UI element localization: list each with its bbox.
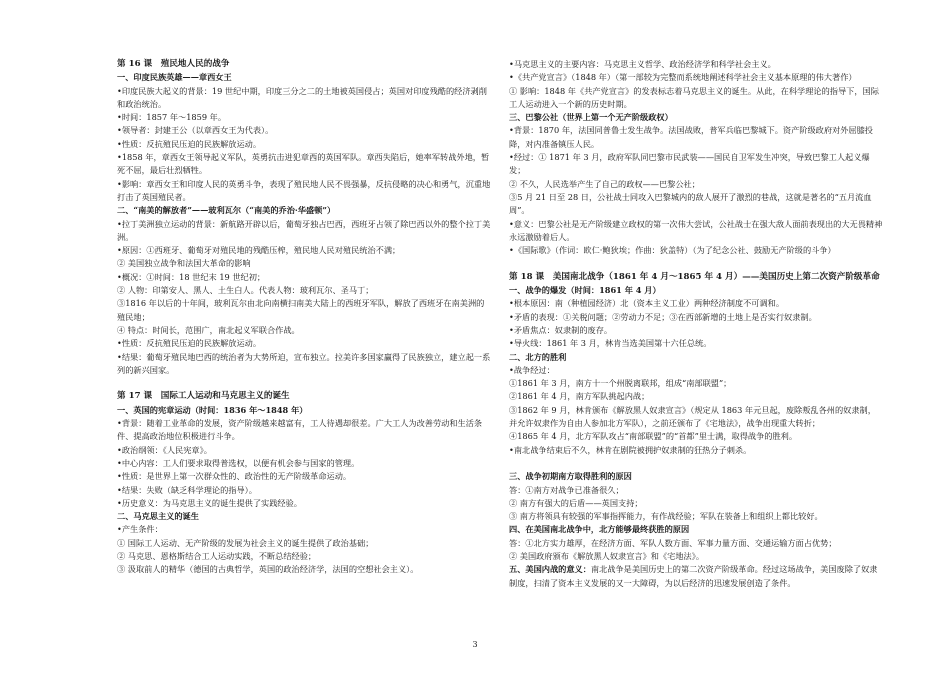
paragraph: 答：①北方实力雄厚，在经济方面、军队人数方面、军事力量方面、交通运输方面占优势； bbox=[509, 537, 837, 548]
paragraph: •原因：①西班牙、葡萄牙对殖民地的残酷压榨，殖民地人民对殖民统治不满； bbox=[117, 245, 401, 256]
paragraph: •《国际歌》（作词：欧仁·鲍狄埃；作曲：狄盖特）（为了纪念公社、鼓励无产阶级的斗争） bbox=[509, 245, 836, 256]
lesson-title: 第 17 课 国际工人运动和马克思主义的诞生 bbox=[117, 391, 290, 402]
lesson-title: 第 16 课 殖民地人民的战争 bbox=[117, 59, 230, 69]
spacer bbox=[509, 457, 884, 470]
section-heading: 二、马克思主义的诞生 bbox=[117, 511, 199, 522]
section-heading: 二、“南美的解放者”——玻利瓦尔（“南美的乔治·华盛顿”） bbox=[117, 205, 336, 216]
paragraph bbox=[509, 563, 884, 590]
paragraph: ③ 汲取前人的精华（德国的古典哲学，英国的政治经济学，法国的空想社会主义）。 bbox=[117, 564, 419, 575]
paragraph: •马克思主义的主要内容：马克思主义哲学、政治经济学和科学社会主义。 bbox=[509, 59, 776, 69]
paragraph: ② 人物：印第安人、黑人、土生白人。代表人物：玻利瓦尔、圣马丁； bbox=[117, 285, 374, 296]
section-heading: 一、战争的爆发（时间：1861 年 4 月） bbox=[509, 285, 661, 296]
paragraph: •战争经过： bbox=[509, 364, 555, 375]
paragraph: •概况：①时间：18 世纪末 19 世纪初； bbox=[117, 271, 266, 282]
paragraph: •1858 年，章西女王领导起义军队，英勇抗击进犯章西的英国军队。章西失陷后，她率军转战外地，暂死不屈，最后壮烈牺牲。 bbox=[117, 152, 490, 176]
paragraph: ②1861 年 4 月，南方军队挑起内战； bbox=[509, 391, 650, 402]
paragraph: •南北战争结束后不久，林肯在剧院被拥护奴隶制的狂热分子刺杀。 bbox=[509, 444, 752, 455]
right-column bbox=[509, 58, 884, 590]
paragraph: •《共产党宣言》（1848 年）（第一部较为完整而系统地阐述科学社会主义基本原理的伟大著作） bbox=[509, 72, 857, 83]
paragraph: •背景：随着工业革命的发展，资产阶级越来越富有，工人待遇却很差。广大工人为改善劳动和生活条件、提高政治地位积极进行斗争。 bbox=[117, 418, 483, 442]
paragraph: •根本原因：南（种植园经济）北（资本主义工业）两种经济制度不可调和。 bbox=[509, 298, 785, 309]
paragraph: •性质：反抗殖民压迫的民族解放运动。 bbox=[117, 138, 262, 149]
paragraph: ③1862 年 9 月，林肯颁布《解放黑人奴隶宣言》（规定从 1863 年元旦起，废除叛乱各州的奴隶制，并允许奴隶作为自由人参加北方军队），之前还颁布了《宅地法》，战争出现重大转折； bbox=[509, 404, 876, 429]
paragraph: •矛盾焦点：奴隶制的废存。 bbox=[509, 324, 613, 335]
paragraph: •历史意义：为马克思主义的诞生提供了实践经验。 bbox=[117, 497, 302, 508]
paragraph: •性质：是世界上第一次群众性的、政治性的无产阶级革命运动。 bbox=[117, 471, 352, 482]
paragraph: •矛盾的表现：①关税问题；②劳动力不足；③在西部新增的土地上是否实行奴隶制。 bbox=[509, 311, 817, 322]
section-heading: 一、印度民族英雄——章西女王 bbox=[117, 72, 232, 83]
paragraph: •导火线：1861 年 3 月，林肯当选美国第十六任总统。 bbox=[509, 338, 712, 349]
section-heading: 三、战争初期南方取得胜利的原因 bbox=[509, 471, 632, 482]
section-heading: 一、英国的宪章运动（时间：1836 年～1848 年） bbox=[117, 404, 308, 415]
paragraph: ④1865 年 4 月，北方军队攻占“南部联盟”的“首都”里士满，取得战争的胜利。 bbox=[509, 431, 798, 442]
paragraph: •时间：1857 年～1859 年。 bbox=[117, 112, 227, 123]
paragraph: •拉丁美洲独立运动的背景：新航路开辟以后，葡萄牙独占巴西，西班牙占领了除巴西以外的整个拉丁美洲。 bbox=[117, 218, 491, 242]
paragraph: ① 国际工人运动、无产阶级的发展为社会主义的诞生提供了政治基础； bbox=[117, 537, 374, 548]
inline-heading: 五、美国内战的意义： bbox=[509, 564, 591, 575]
paragraph: ② 美国政府颁布《解放黑人奴隶宣言》和《宅地法》。 bbox=[509, 550, 705, 561]
paragraph: •意义：巴黎公社是无产阶级建立政权的第一次伟大尝试，公社战士在强大敌人面前表现出的大无畏精神永远激励着后人。 bbox=[509, 218, 883, 242]
paragraph: •结果：失败（缺乏科学理论的指导）。 bbox=[117, 484, 257, 495]
section-heading: 二、北方的胜利 bbox=[509, 351, 567, 362]
paragraph: ③1816 年以后的十年间，玻利瓦尔由北向南横扫南美大陆上的西班牙军队，解放了西班牙在南美洲的殖民地； bbox=[117, 298, 485, 322]
paragraph: •性质：反抗殖民压迫的民族解放运动。 bbox=[117, 338, 262, 349]
paragraph: •印度民族大起义的背景：19 世纪中期，印度三分之二的土地被英国侵占；英国对印度残酷的经济剥削和政治统治。 bbox=[117, 85, 487, 109]
section-heading: 三、巴黎公社（世界上第一个无产阶级政权） bbox=[509, 112, 673, 123]
paragraph: ① 影响：1848 年《共产党宣言》的发表标志着马克思主义的诞生。从此，在科学理论的指导下，国际工人运动进入一个新的历史时期。 bbox=[509, 85, 879, 109]
paragraph: •领导者：封建王公（以章西女王为代表）。 bbox=[117, 125, 274, 136]
section-heading: 四、在美国南北战争中，北方能够最终获胜的原因 bbox=[509, 524, 690, 535]
paragraph: ② 美国独立战争和法国大革命的影响 bbox=[117, 258, 251, 269]
paragraph: •产生条件： bbox=[117, 524, 163, 535]
paragraph: ④ 特点：时间长，范围广，南北起义军联合作战。 bbox=[117, 324, 300, 335]
paragraph: •结果：葡萄牙殖民地巴西的统治者为大势所迫，宣布独立。拉美许多国家赢得了民族独立，建立起一系列的新兴国家。 bbox=[117, 351, 491, 375]
paragraph: ①1861 年 3 月，南方十一个州脱离联邦，组成“南部联盟”； bbox=[509, 378, 732, 389]
paragraph: 答：①南方对战争已准备很久； bbox=[509, 484, 624, 495]
spacer bbox=[117, 377, 492, 390]
paragraph: •背景：1870 年，法国同普鲁士发生战争。法国战败，普军兵临巴黎城下。资产阶级政府对外屈膝投降，对内准备镇压人民。 bbox=[509, 125, 873, 149]
paragraph: ② 不久，人民选举产生了自己的政权——巴黎公社； bbox=[509, 178, 700, 189]
paragraph: •中心内容：工人们要求取得普选权，以便有机会参与国家的管理。 bbox=[117, 457, 360, 468]
paragraph: ② 南方有强大的后盾——英国支持； bbox=[509, 497, 643, 508]
paragraph: •影响：章西女王和印度人民的英勇斗争，表现了殖民地人民不畏强暴，反抗侵略的决心和勇气，沉重地打击了英国殖民者。 bbox=[117, 178, 491, 202]
paragraph: •经过：① 1871 年 3 月，政府军队同巴黎市民武装——国民自卫军发生冲突，导致巴黎工人起义爆发； bbox=[509, 152, 870, 176]
page-number: 3 bbox=[472, 640, 478, 649]
lesson-title: 第 18 课 美国南北战争（1861 年 4 月～1865 年 4 月）——美国历史上第二次资产阶级革命 bbox=[509, 271, 880, 282]
spacer bbox=[509, 257, 884, 270]
paragraph: ③ 南方将领具有较强的军事指挥能力，有作战经验；军队在装备上和组织上都比较好。 bbox=[509, 511, 823, 522]
paragraph: •政治纲领：《人民宪章》。 bbox=[117, 444, 212, 455]
paragraph: ② 马克思、恩格斯结合工人运动实践，不断总结经验； bbox=[117, 550, 317, 561]
left-column bbox=[117, 58, 492, 577]
paragraph: ③5 月 21 日至 28 日，公社战士同攻入巴黎城内的敌人展开了激烈的巷战，这就是著名的“五月流血周”。 bbox=[509, 191, 872, 216]
paragraph-text: 南北战争是美国历史上的第二次资产阶级革命。经过这场战争，美国废除了奴隶制度，扫清了资本主义发展的又一大障碍，为以后经济的迅速发展创造了条件。 bbox=[509, 564, 878, 588]
